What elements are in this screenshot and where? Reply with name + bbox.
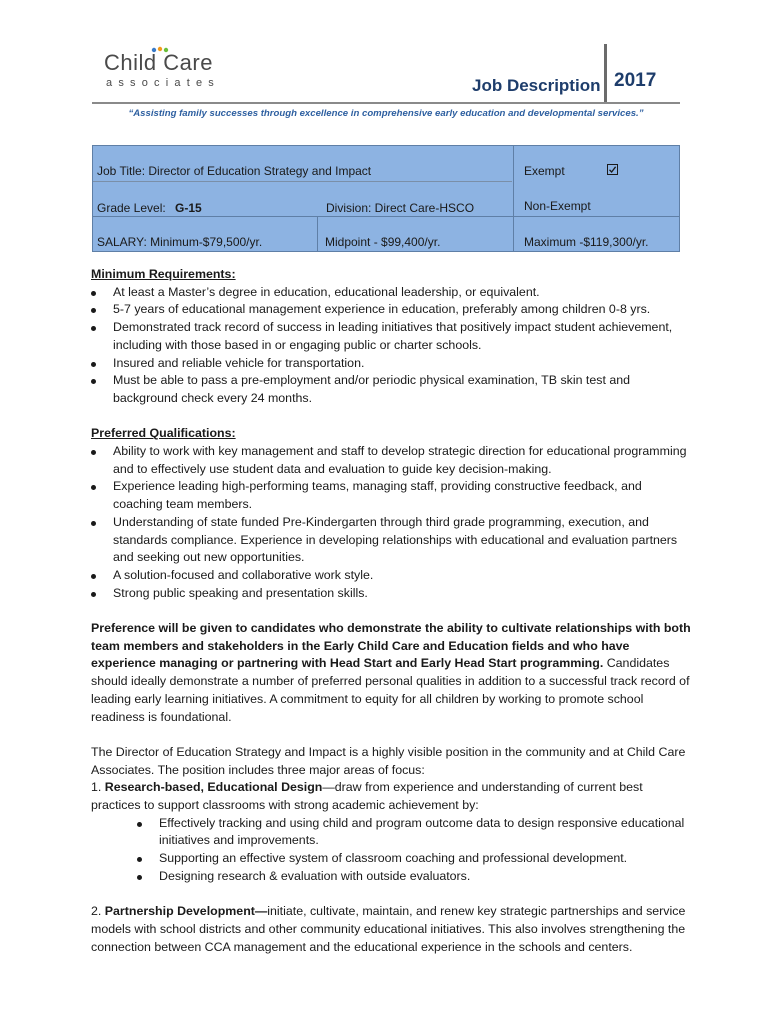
salary-maximum: Maximum -$119,300/yr. — [524, 235, 649, 249]
bullet-icon — [91, 592, 96, 597]
bullet-icon — [137, 822, 142, 827]
logo-subtitle: associates — [106, 77, 220, 89]
focus-area-1 — [91, 779, 691, 814]
focus-number: 1. — [91, 780, 105, 795]
focus-number: 2. — [91, 904, 105, 919]
list-item — [91, 284, 691, 302]
salary-midpoint: Midpoint - $99,400/yr. — [325, 235, 441, 249]
bullet-icon — [91, 521, 96, 526]
list-item-text: Must be able to pass a pre-employment and/or periodic physical examination, TB skin test and background check every 24 months. — [113, 373, 631, 405]
list-item — [91, 850, 691, 868]
salary-minimum: SALARY: Minimum-$79,500/yr. — [97, 235, 263, 249]
list-item-text: Effectively tracking and using child and program outcome data to design responsive educational initiatives and improvements. — [159, 815, 685, 848]
list-item-text: Understanding of state funded Pre-Kindergarten through third grade programming, execution, and standards compliance. Experience in developing relationships with educational and evaluation partners and seeking out new opportunities. — [113, 514, 678, 565]
focus-text: —draw from experience and understanding of current best practices to support classrooms with strong academic achievement by: — [91, 780, 643, 813]
exempt-label: Exempt — [524, 164, 565, 178]
checkmark-icon — [608, 165, 617, 174]
list-item — [91, 567, 691, 585]
exempt-checkbox[interactable] — [607, 164, 618, 175]
bullet-icon — [91, 326, 96, 331]
list-item-text: Supporting an effective system of classroom coaching and professional development. — [159, 851, 628, 866]
list-item-text: Insured and reliable vehicle for transportation. — [113, 355, 365, 370]
bullet-icon — [91, 574, 96, 579]
document-body — [91, 266, 691, 956]
header-divider — [604, 44, 607, 102]
list-item-text: Demonstrated track record of success in leading initiatives that positively impact student achievement, including with those based in or engaging public or charter schools. — [113, 320, 673, 352]
table-divider — [317, 216, 318, 251]
bullet-icon — [91, 308, 96, 313]
table-divider — [513, 146, 514, 251]
document-year: 2017 — [614, 70, 657, 91]
list-item — [91, 372, 691, 407]
focus-title: Research-based, Educational Design — [104, 780, 323, 795]
list-item-text: Strong public speaking and presentation skills. — [113, 585, 368, 600]
list-item — [91, 514, 691, 567]
list-item — [91, 443, 691, 478]
bullet-icon — [91, 485, 96, 490]
list-item — [91, 585, 691, 603]
preference-text: Candidates should ideally demonstrate a number of preferred personal qualities in addition to a successful track record of leading early learning initiatives. A commitment to equity for all children by working to promote school readiness is foundational. — [91, 656, 690, 724]
preferred-qualifications-list — [91, 443, 691, 602]
bullet-icon — [91, 379, 96, 384]
document-title: Job Description — [472, 76, 601, 95]
grade-level-value: G-15 — [175, 201, 202, 215]
preference-paragraph — [91, 620, 691, 726]
bullet-icon — [91, 362, 96, 367]
list-item — [91, 478, 691, 513]
list-item-text: Experience leading high-performing teams, managing staff, providing constructive feedback, and coaching team members. — [113, 479, 642, 512]
bullet-icon — [137, 875, 142, 880]
focus-text: initiate, cultivate, maintain, and renew key strategic partnerships and service models with school districts and other community educational initiatives. This also involves strengthening the connection between CCA management and the educational experience in the schools and centers. — [91, 904, 686, 954]
job-info-table — [92, 145, 680, 252]
preferred-qualifications-heading: Preferred Qualifications: — [91, 426, 236, 441]
list-item — [91, 868, 691, 886]
grade-level-label: Grade Level: — [97, 201, 166, 215]
tagline: “Assisting family successes through excellence in comprehensive early education and developmental services.” — [128, 108, 644, 119]
minimum-requirements-list — [91, 284, 691, 408]
list-item-text: Ability to work with key management and staff to develop strategic direction for educational programming and to effectively use student data and evaluation to guide key decision-making. — [113, 444, 687, 476]
table-rule — [93, 181, 512, 182]
intro-paragraph: The Director of Education Strategy and Impact is a highly visible position in the community and at Child Care Associates. The position includes three major areas of focus: — [91, 744, 686, 777]
focus-title: Partnership Development— — [104, 904, 268, 919]
non-exempt-label: Non-Exempt — [524, 199, 591, 213]
job-title: Job Title: Director of Education Strategy and Impact — [97, 164, 372, 178]
list-item-text: Designing research & evaluation with outside evaluators. — [159, 868, 471, 883]
bullet-icon — [91, 291, 96, 296]
bullet-icon — [137, 857, 142, 862]
list-item — [91, 319, 691, 354]
list-item-text: At least a Master’s degree in education, educational leadership, or equivalent. — [113, 284, 540, 299]
focus-area-1-list — [91, 815, 691, 886]
list-item-text: 5-7 years of educational management experience in education, preferably among children 0-8 yrs. — [113, 302, 651, 317]
header-rule — [92, 102, 680, 104]
division: Division: Direct Care-HSCO — [326, 201, 475, 215]
logo-wordmark: Child Care — [104, 50, 213, 75]
list-item — [91, 815, 691, 850]
preference-emphasis: Preference will be given to candidates who demonstrate the ability to cultivate relationships with both team members and stakeholders in the Early Child Care and Education fields and who have experience managing or partnering with Head Start and Early Head Start programming. — [91, 621, 691, 671]
minimum-requirements-heading: Minimum Requirements: — [91, 267, 236, 281]
list-item — [91, 355, 691, 373]
bullet-icon — [91, 450, 96, 455]
focus-area-2 — [91, 903, 691, 956]
list-item-text: A solution-focused and collaborative work style. — [113, 567, 374, 582]
list-item — [91, 301, 691, 319]
child-care-associates-logo — [104, 50, 254, 100]
table-rule — [93, 216, 679, 217]
